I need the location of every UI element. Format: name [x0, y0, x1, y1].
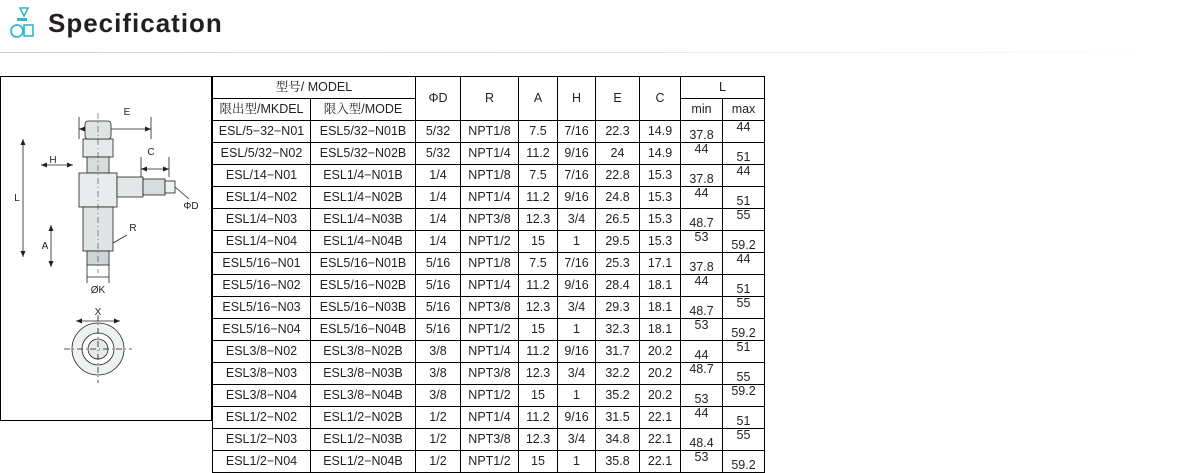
cell-phi-d: 5/32: [416, 143, 461, 165]
table-body: [213, 121, 765, 473]
logo-icon: [8, 6, 38, 42]
cell-e: 25.3: [596, 253, 640, 275]
cell-h: 1: [558, 451, 596, 473]
cell-l-min: 48.7: [681, 209, 723, 231]
cell-l-max: 51: [723, 341, 765, 363]
table-row: [213, 231, 765, 253]
cell-l-max: 55: [723, 297, 765, 319]
table-row: [213, 253, 765, 275]
cell-model-out: ESL/5/32−N02: [213, 143, 311, 165]
header-model-out: 限出型/MKDEL: [213, 99, 311, 121]
cell-a: 7.5: [519, 165, 558, 187]
cell-phi-d: 3/8: [416, 363, 461, 385]
cell-l-min: 53: [681, 231, 723, 253]
cell-phi-d: 5/16: [416, 253, 461, 275]
cell-e: 29.5: [596, 231, 640, 253]
cell-h: 1: [558, 319, 596, 341]
cell-a: 15: [519, 451, 558, 473]
drawing-label-h: H: [49, 155, 57, 166]
cell-h: 1: [558, 385, 596, 407]
table-row: [213, 297, 765, 319]
page-title: Specification: [48, 8, 223, 38]
cell-h: 7/16: [558, 253, 596, 275]
cell-l-min: 53: [681, 385, 723, 407]
cell-e: 28.4: [596, 275, 640, 297]
cell-a: 11.2: [519, 275, 558, 297]
cell-e: 24: [596, 143, 640, 165]
cell-r: NPT1/2: [461, 385, 519, 407]
cell-model-out: ESL1/2−N02: [213, 407, 311, 429]
drawing-label-phi-k: ØK: [90, 285, 106, 296]
cell-l-min: 37.8: [681, 253, 723, 275]
header-model-in: 限入型/MODE: [311, 99, 416, 121]
cell-l-min: 44: [681, 187, 723, 209]
cell-model-in: ESL5/16−N01B: [311, 253, 416, 275]
cell-model-out: ESL3/8−N02: [213, 341, 311, 363]
cell-model-out: ESL1/4−N04: [213, 231, 311, 253]
header-e: E: [596, 77, 640, 121]
cell-e: 22.8: [596, 165, 640, 187]
table-row: [213, 341, 765, 363]
cell-a: 15: [519, 231, 558, 253]
cell-l-min: 48.4: [681, 429, 723, 451]
header-a: A: [519, 77, 558, 121]
product-drawing-svg: [1, 77, 211, 420]
cell-model-out: ESL5/16−N01: [213, 253, 311, 275]
cell-c: 22.1: [640, 429, 681, 451]
table-row: [213, 385, 765, 407]
header-h: H: [558, 77, 596, 121]
cell-l-min: 48.7: [681, 363, 723, 385]
cell-e: 29.3: [596, 297, 640, 319]
cell-h: 3/4: [558, 363, 596, 385]
cell-h: 3/4: [558, 429, 596, 451]
cell-e: 34.8: [596, 429, 640, 451]
cell-model-in: ESL3/8−N04B: [311, 385, 416, 407]
cell-a: 15: [519, 385, 558, 407]
table-row: [213, 143, 765, 165]
drawing-label-c: C: [147, 147, 155, 158]
table-row: [213, 429, 765, 451]
header-model-group: 型号/ MODEL: [213, 77, 416, 99]
cell-model-out: ESL3/8−N04: [213, 385, 311, 407]
specification-table: [212, 76, 765, 473]
cell-a: 15: [519, 319, 558, 341]
page-header: [0, 0, 1187, 56]
cell-r: NPT1/4: [461, 407, 519, 429]
cell-h: 9/16: [558, 187, 596, 209]
cell-h: 1: [558, 231, 596, 253]
cell-a: 11.2: [519, 407, 558, 429]
cell-r: NPT1/4: [461, 275, 519, 297]
cell-r: NPT1/2: [461, 451, 519, 473]
drawing-label-x: X: [94, 307, 102, 318]
cell-l-max: 55: [723, 429, 765, 451]
table-row: [213, 187, 765, 209]
cell-r: NPT1/2: [461, 231, 519, 253]
cell-a: 12.3: [519, 297, 558, 319]
header-c: C: [640, 77, 681, 121]
cell-r: NPT1/2: [461, 319, 519, 341]
cell-model-out: ESL1/4−N02: [213, 187, 311, 209]
cell-a: 12.3: [519, 429, 558, 451]
cell-l-min: 44: [681, 143, 723, 165]
cell-a: 11.2: [519, 143, 558, 165]
cell-l-min: 48.7: [681, 297, 723, 319]
cell-r: NPT1/4: [461, 143, 519, 165]
cell-model-in: ESL3/8−N02B: [311, 341, 416, 363]
cell-phi-d: 1/4: [416, 209, 461, 231]
cell-c: 17.1: [640, 253, 681, 275]
cell-model-out: ESL/5−32−N01: [213, 121, 311, 143]
cell-phi-d: 1/4: [416, 187, 461, 209]
cell-model-out: ESL1/4−N03: [213, 209, 311, 231]
cell-c: 15.3: [640, 209, 681, 231]
header-divider: [0, 52, 1180, 53]
cell-phi-d: 5/16: [416, 319, 461, 341]
cell-r: NPT1/8: [461, 165, 519, 187]
cell-c: 14.9: [640, 143, 681, 165]
cell-phi-d: 3/8: [416, 385, 461, 407]
header-l-group: L: [681, 77, 765, 99]
header-r: R: [461, 77, 519, 121]
cell-c: 14.9: [640, 121, 681, 143]
cell-h: 7/16: [558, 121, 596, 143]
cell-h: 9/16: [558, 341, 596, 363]
cell-a: 11.2: [519, 341, 558, 363]
drawing-label-l: L: [14, 193, 20, 204]
drawing-label-r: R: [129, 223, 137, 234]
table-row: [213, 209, 765, 231]
cell-phi-d: 1/2: [416, 451, 461, 473]
table-row: [213, 275, 765, 297]
cell-h: 9/16: [558, 275, 596, 297]
cell-c: 18.1: [640, 297, 681, 319]
cell-l-min: 53: [681, 319, 723, 341]
cell-l-max: 51: [723, 407, 765, 429]
cell-model-in: ESL1/4−N03B: [311, 209, 416, 231]
cell-phi-d: 3/8: [416, 341, 461, 363]
cell-l-max: 55: [723, 363, 765, 385]
cell-e: 31.7: [596, 341, 640, 363]
cell-c: 20.2: [640, 341, 681, 363]
cell-model-out: ESL5/16−N04: [213, 319, 311, 341]
cell-model-in: ESL1/4−N01B: [311, 165, 416, 187]
cell-model-out: ESL5/16−N02: [213, 275, 311, 297]
cell-model-in: ESL5/32−N01B: [311, 121, 416, 143]
table-row: [213, 165, 765, 187]
cell-model-in: ESL5/16−N02B: [311, 275, 416, 297]
cell-l-max: 59.2: [723, 231, 765, 253]
cell-phi-d: 1/2: [416, 429, 461, 451]
cell-e: 26.5: [596, 209, 640, 231]
cell-r: NPT1/8: [461, 253, 519, 275]
cell-model-out: ESL1/2−N04: [213, 451, 311, 473]
cell-e: 32.2: [596, 363, 640, 385]
cell-c: 20.2: [640, 385, 681, 407]
cell-l-max: 44: [723, 165, 765, 187]
cell-phi-d: 5/16: [416, 297, 461, 319]
table-row: [213, 363, 765, 385]
cell-l-max: 51: [723, 275, 765, 297]
cell-model-out: ESL/14−N01: [213, 165, 311, 187]
cell-model-in: ESL3/8−N03B: [311, 363, 416, 385]
cell-phi-d: 1/4: [416, 231, 461, 253]
cell-model-in: ESL1/4−N04B: [311, 231, 416, 253]
cell-h: 3/4: [558, 297, 596, 319]
cell-l-max: 51: [723, 143, 765, 165]
cell-model-in: ESL1/2−N02B: [311, 407, 416, 429]
cell-r: NPT3/8: [461, 429, 519, 451]
cell-r: NPT1/8: [461, 121, 519, 143]
cell-c: 18.1: [640, 275, 681, 297]
table-row: [213, 319, 765, 341]
cell-model-in: ESL5/16−N04B: [311, 319, 416, 341]
table-head: [213, 77, 765, 121]
cell-c: 22.1: [640, 451, 681, 473]
header-phi-d: ΦD: [416, 77, 461, 121]
cell-a: 12.3: [519, 363, 558, 385]
cell-l-min: 37.8: [681, 121, 723, 143]
cell-model-in: ESL1/2−N03B: [311, 429, 416, 451]
cell-e: 22.3: [596, 121, 640, 143]
cell-c: 22.1: [640, 407, 681, 429]
drawing-label-a: A: [41, 241, 49, 252]
table-row: [213, 451, 765, 473]
cell-l-max: 44: [723, 253, 765, 275]
cell-r: NPT3/8: [461, 297, 519, 319]
cell-phi-d: 5/16: [416, 275, 461, 297]
table-row: [213, 121, 765, 143]
cell-c: 15.3: [640, 231, 681, 253]
cell-a: 7.5: [519, 121, 558, 143]
cell-r: NPT3/8: [461, 209, 519, 231]
cell-phi-d: 1/4: [416, 165, 461, 187]
cell-l-max: 59.2: [723, 385, 765, 407]
cell-l-max: 59.2: [723, 319, 765, 341]
cell-model-in: ESL5/16−N03B: [311, 297, 416, 319]
cell-c: 15.3: [640, 187, 681, 209]
cell-l-max: 55: [723, 209, 765, 231]
table-header-row-1: [213, 77, 765, 99]
cell-l-min: 37.8: [681, 165, 723, 187]
cell-phi-d: 5/32: [416, 121, 461, 143]
cell-model-out: ESL5/16−N03: [213, 297, 311, 319]
cell-model-in: ESL1/4−N02B: [311, 187, 416, 209]
cell-r: NPT1/4: [461, 341, 519, 363]
drawing-label-e: E: [123, 107, 131, 118]
drawing-label-phi-d: ΦD: [183, 201, 199, 212]
cell-model-in: ESL1/2−N04B: [311, 451, 416, 473]
cell-c: 18.1: [640, 319, 681, 341]
header-l-min: min: [681, 99, 723, 121]
cell-model-out: ESL1/2−N03: [213, 429, 311, 451]
cell-a: 7.5: [519, 253, 558, 275]
cell-model-in: ESL5/32−N02B: [311, 143, 416, 165]
cell-l-min: 44: [681, 341, 723, 363]
cell-l-max: 59.2: [723, 451, 765, 473]
table-row: [213, 407, 765, 429]
cell-l-max: 51: [723, 187, 765, 209]
header-l-max: max: [723, 99, 765, 121]
cell-e: 24.8: [596, 187, 640, 209]
cell-e: 32.3: [596, 319, 640, 341]
cell-phi-d: 1/2: [416, 407, 461, 429]
cell-model-out: ESL3/8−N03: [213, 363, 311, 385]
cell-e: 35.2: [596, 385, 640, 407]
cell-l-min: 44: [681, 275, 723, 297]
product-drawing: [0, 76, 212, 421]
cell-h: 9/16: [558, 407, 596, 429]
cell-l-max: 44: [723, 121, 765, 143]
cell-e: 35.8: [596, 451, 640, 473]
cell-c: 20.2: [640, 363, 681, 385]
cell-l-min: 44: [681, 407, 723, 429]
cell-r: NPT3/8: [461, 363, 519, 385]
cell-l-min: 53: [681, 451, 723, 473]
cell-h: 3/4: [558, 209, 596, 231]
cell-e: 31.5: [596, 407, 640, 429]
cell-a: 11.2: [519, 187, 558, 209]
cell-a: 12.3: [519, 209, 558, 231]
cell-c: 15.3: [640, 165, 681, 187]
cell-r: NPT1/4: [461, 187, 519, 209]
cell-h: 9/16: [558, 143, 596, 165]
logo-icon-svg: [8, 6, 38, 42]
cell-h: 7/16: [558, 165, 596, 187]
